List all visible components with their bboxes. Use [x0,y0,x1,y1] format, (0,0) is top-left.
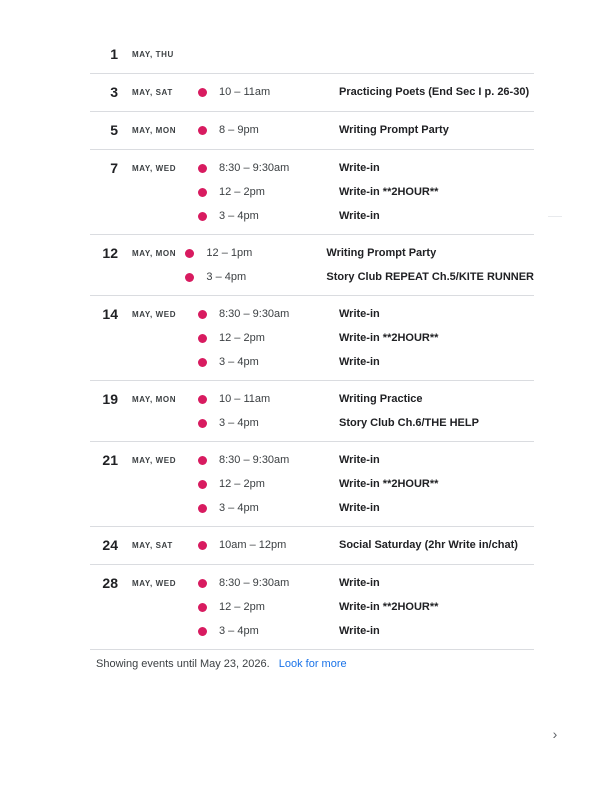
event-title: Write-in **2HOUR** [339,601,439,613]
event-dot-container [190,188,219,197]
event-time: 10am – 12pm [219,539,287,551]
event-color-dot-icon [198,395,207,404]
event-item[interactable] [190,533,534,557]
event-dot-container [190,456,219,465]
event-color-dot-icon [198,456,207,465]
event-title: Write-in [339,625,380,637]
event-dot-container [177,249,206,258]
event-list [190,448,534,520]
day-label: MAY, WED [132,579,177,588]
event-time: 10 – 11am [219,393,271,405]
event-color-dot-icon [198,541,207,550]
event-time: 8 – 9pm [219,124,259,136]
event-dot-container [190,164,219,173]
day-number: 21 [102,452,118,468]
event-dot-container [190,310,219,319]
date-column[interactable] [90,387,190,435]
divider [548,216,562,217]
event-time: 12 – 2pm [219,186,265,198]
event-dot-container [190,419,219,428]
date-column[interactable] [90,571,190,643]
day-number: 14 [102,306,118,322]
day-label: MAY, MON [132,249,177,258]
event-item[interactable] [190,472,534,496]
day-label: MAY, WED [132,164,177,173]
event-title: Write-in [339,210,380,222]
event-dot-container [190,126,219,135]
day-number: 1 [110,46,118,62]
event-color-dot-icon [198,126,207,135]
agenda-list [90,36,534,650]
chevron-right-icon[interactable]: › [552,726,558,742]
event-color-dot-icon [198,358,207,367]
event-dot-container [190,603,219,612]
event-dot-container [190,212,219,221]
event-title: Story Club Ch.6/THE HELP [339,417,479,429]
event-color-dot-icon [198,334,207,343]
event-color-dot-icon [198,603,207,612]
event-time: 3 – 4pm [219,625,259,637]
event-title: Writing Prompt Party [339,124,449,136]
event-list [190,302,534,374]
day-label: MAY, SAT [132,88,173,97]
event-title: Writing Practice [339,393,423,405]
event-item[interactable] [177,241,534,265]
day-number: 12 [102,245,118,261]
event-color-dot-icon [198,579,207,588]
date-column[interactable] [90,241,177,289]
day-number: 19 [102,391,118,407]
date-column[interactable] [90,80,190,105]
event-item[interactable] [190,118,534,142]
event-item[interactable] [190,595,534,619]
date-column[interactable] [90,118,190,143]
event-list [190,571,534,643]
event-title: Write-in [339,356,380,368]
event-title: Write-in **2HOUR** [339,332,439,344]
event-dot-container [190,627,219,636]
day-number: 24 [102,537,118,553]
event-dot-container [177,273,206,282]
day-row [90,296,534,381]
event-time: 8:30 – 9:30am [219,577,290,589]
day-row [90,527,534,565]
event-time: 8:30 – 9:30am [219,454,290,466]
event-item[interactable] [190,156,534,180]
day-row [90,150,534,235]
day-row [90,235,534,296]
event-item[interactable] [190,619,534,643]
event-list [177,241,534,289]
date-column[interactable] [90,156,190,228]
event-time: 12 – 1pm [206,247,253,259]
event-item[interactable] [190,387,534,411]
day-row [90,381,534,442]
event-title: Social Saturday (2hr Write in/chat) [339,539,518,551]
event-list [190,80,534,105]
event-title: Write-in [339,162,380,174]
event-dot-container [190,334,219,343]
look-for-more-link[interactable]: Look for more [278,658,347,670]
event-item[interactable] [190,350,534,374]
event-dot-container [190,480,219,489]
day-row [90,442,534,527]
event-item[interactable] [190,80,534,104]
event-time: 3 – 4pm [219,356,259,368]
date-column[interactable] [90,302,190,374]
event-color-dot-icon [198,88,207,97]
day-row [90,36,534,74]
day-number: 7 [110,160,118,176]
event-time: 3 – 4pm [219,417,259,429]
event-time: 12 – 2pm [219,601,265,613]
event-dot-container [190,504,219,513]
event-title: Write-in **2HOUR** [339,186,439,198]
day-label: MAY, THU [132,50,174,59]
event-title: Write-in [339,577,380,589]
day-label: MAY, MON [132,126,177,135]
event-time: 10 – 11am [219,86,271,98]
event-color-dot-icon [185,273,194,282]
event-time: 8:30 – 9:30am [219,308,290,320]
day-label: MAY, MON [132,395,177,404]
event-item[interactable] [190,204,534,228]
day-label: MAY, WED [132,456,177,465]
event-color-dot-icon [198,627,207,636]
event-time: 3 – 4pm [206,271,247,283]
date-column[interactable] [90,448,190,520]
day-row [90,112,534,150]
event-list [190,42,534,67]
agenda-footer [96,658,347,670]
event-item[interactable] [190,448,534,472]
event-color-dot-icon [198,310,207,319]
event-dot-container [190,358,219,367]
event-title: Practicing Poets (End Sec I p. 26-30) [339,86,530,98]
day-row [90,565,534,650]
event-color-dot-icon [198,419,207,428]
event-dot-container [190,541,219,550]
event-color-dot-icon [198,164,207,173]
event-title: Write-in **2HOUR** [339,478,439,490]
event-list [190,118,534,143]
event-title: Write-in [339,308,380,320]
event-list [190,387,534,435]
day-label: MAY, SAT [132,541,173,550]
event-item[interactable] [177,265,534,289]
event-dot-container [190,579,219,588]
footer-text: Showing events until May 23, 2026. [96,658,270,670]
event-time: 8:30 – 9:30am [219,162,290,174]
day-number: 28 [102,575,118,591]
event-item[interactable] [190,302,534,326]
event-time: 12 – 2pm [219,478,265,490]
event-color-dot-icon [198,212,207,221]
event-list [190,156,534,228]
day-label: MAY, WED [132,310,177,319]
event-color-dot-icon [198,480,207,489]
event-time: 12 – 2pm [219,332,265,344]
event-title: Story Club REPEAT Ch.5/KITE RUNNER [326,271,534,283]
event-color-dot-icon [185,249,194,258]
day-row [90,74,534,112]
date-column[interactable] [90,533,190,558]
event-time: 3 – 4pm [219,502,259,514]
event-title: Write-in [339,454,380,466]
event-item[interactable] [190,326,534,350]
event-dot-container [190,88,219,97]
date-column[interactable] [90,42,190,67]
event-dot-container [190,395,219,404]
event-item[interactable] [190,496,534,520]
event-color-dot-icon [198,504,207,513]
event-list [190,533,534,558]
day-number: 3 [110,84,118,100]
event-item[interactable] [190,571,534,595]
event-time: 3 – 4pm [219,210,259,222]
event-item[interactable] [190,180,534,204]
event-item[interactable] [190,411,534,435]
event-color-dot-icon [198,188,207,197]
day-number: 5 [110,122,118,138]
event-title: Writing Prompt Party [326,247,437,259]
event-title: Write-in [339,502,380,514]
